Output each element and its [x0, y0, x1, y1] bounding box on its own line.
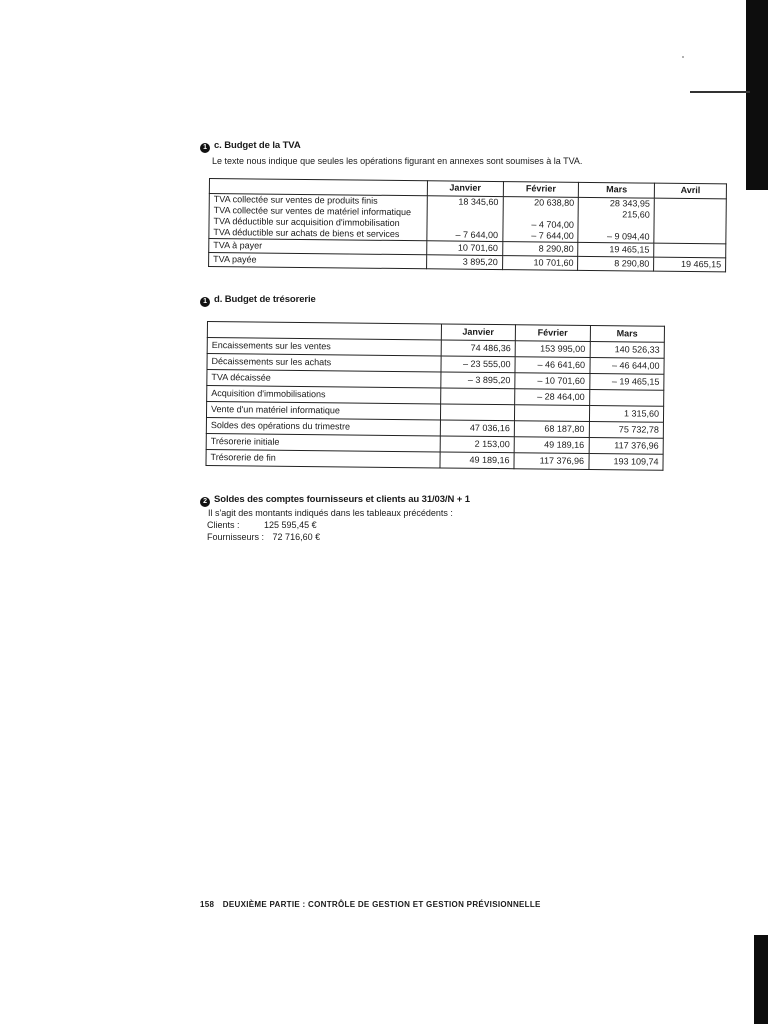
table-row — [209, 194, 726, 244]
row-label: TVA à payer — [209, 239, 427, 255]
value-cell: 153 995,00 — [515, 341, 590, 358]
tva-table — [208, 178, 727, 272]
row-label-group — [209, 194, 427, 241]
value-cell: – 7 644,00 — [455, 229, 499, 241]
value-cell: 140 526,33 — [590, 342, 665, 359]
tresorerie-section-title — [200, 294, 316, 307]
value-cell: 2 153,00 — [440, 436, 515, 453]
fournisseurs-line — [207, 532, 320, 542]
row-label: Acquisition d'immobilisations — [207, 386, 441, 404]
value-cell — [507, 208, 574, 220]
soldes-title-text: Soldes des comptes fournisseurs et clients au 31/03/N + 1 — [214, 494, 470, 505]
value-cell-group — [427, 196, 503, 242]
value-cell — [431, 207, 498, 219]
tva-intro: Le texte nous indique que seules les opérations figurant en annexes sont soumises à la TVA. — [212, 156, 583, 166]
value-cell: – 23 555,00 — [441, 356, 516, 373]
value-cell: – 7 644,00 — [531, 230, 574, 241]
value-cell: 74 486,36 — [441, 340, 516, 357]
value-cell: 19 465,15 — [578, 242, 654, 257]
clients-line — [207, 520, 317, 530]
tresorerie-table — [205, 321, 664, 471]
scan-edge-bottom — [754, 935, 768, 1024]
value-cell: 117 376,96 — [514, 453, 589, 470]
value-cell: – 46 644,00 — [589, 358, 664, 375]
value-cell: 49 189,16 — [514, 437, 589, 454]
value-cell: 19 465,15 — [654, 257, 726, 272]
soldes-section-title — [200, 494, 470, 507]
section-bullet: 1 — [200, 143, 210, 153]
value-cell — [440, 404, 515, 421]
footer-text: DEUXIÈME PARTIE : CONTRÔLE DE GESTION ET GESTION PRÉVISIONNELLE — [222, 900, 541, 909]
tresorerie-title-text: d. Budget de trésorerie — [214, 294, 316, 305]
tva-title-text: c. Budget de la TVA — [214, 140, 301, 151]
header-cell: Mars — [579, 182, 655, 198]
header-cell: Février — [503, 182, 579, 198]
value-cell: – 46 641,60 — [515, 357, 590, 374]
value-cell-group — [578, 197, 654, 243]
scan-speck — [682, 56, 684, 58]
value-cell: – 10 701,60 — [515, 373, 590, 390]
soldes-intro: Il s'agit des montants indiqués dans les tableaux précédents : — [208, 508, 453, 518]
value-cell: 3 895,20 — [426, 255, 502, 270]
value-cell-group — [654, 198, 726, 244]
tva-section-title — [200, 140, 301, 153]
fournisseurs-value: 72 716,60 € — [272, 532, 321, 542]
value-cell: 49 189,16 — [440, 452, 515, 469]
row-label: TVA décaissée — [207, 370, 441, 388]
scan-edge-top — [746, 0, 768, 190]
clients-value: 125 595,45 € — [264, 520, 317, 530]
row-label: Décaissements sur les achats — [207, 354, 441, 372]
header-cell: Mars — [590, 326, 665, 343]
value-cell: 68 187,80 — [514, 421, 589, 438]
value-cell — [514, 405, 589, 422]
row-label: TVA déductible sur acquisition d'immobilisation — [213, 216, 400, 228]
row-label: TVA payée — [209, 253, 427, 269]
value-cell — [659, 210, 722, 222]
value-cell — [654, 243, 726, 258]
value-cell: 8 290,80 — [502, 242, 578, 257]
value-cell: 117 376,96 — [589, 438, 664, 455]
clients-label: Clients : — [207, 520, 240, 530]
value-cell: 10 701,60 — [427, 241, 503, 256]
value-cell: 47 036,16 — [440, 420, 515, 437]
value-cell: 10 701,60 — [502, 256, 578, 271]
value-cell: – 9 094,40 — [607, 231, 650, 242]
page-number: 158 — [200, 900, 215, 909]
row-label: TVA collectée sur ventes de matériel informatique — [213, 205, 412, 218]
value-cell: 75 732,78 — [589, 422, 664, 439]
value-cell: – 19 465,15 — [589, 374, 664, 391]
fournisseurs-label: Fournisseurs : — [207, 532, 265, 542]
scan-edge-line — [690, 91, 750, 93]
page-footer — [200, 900, 541, 909]
value-cell: 18 345,60 — [458, 196, 499, 208]
value-cell — [431, 218, 498, 230]
value-cell — [583, 220, 650, 232]
row-label: Encaissements sur les ventes — [207, 338, 441, 356]
header-cell: Février — [515, 325, 590, 342]
row-label: Vente d'un matériel informatique — [206, 402, 440, 420]
value-cell: 1 315,60 — [589, 406, 664, 423]
row-label: Trésorerie initiale — [206, 433, 440, 451]
value-cell-group — [503, 197, 579, 243]
header-cell: Janvier — [427, 181, 503, 197]
value-cell: – 4 704,00 — [531, 219, 575, 230]
value-cell — [440, 388, 515, 405]
header-cell: Avril — [655, 183, 727, 199]
row-label: Trésorerie de fin — [206, 449, 440, 467]
value-cell: 193 109,74 — [588, 454, 663, 471]
value-cell: – 28 464,00 — [515, 389, 590, 406]
value-cell: 215,60 — [622, 209, 650, 220]
value-cell: 28 343,95 — [609, 198, 650, 209]
value-cell: 8 290,80 — [578, 256, 654, 271]
value-cell — [659, 232, 722, 244]
value-cell: – 3 895,20 — [440, 372, 515, 389]
value-cell — [589, 390, 664, 407]
section-bullet: 1 — [200, 297, 210, 307]
row-label: Soldes des opérations du trimestre — [206, 417, 440, 435]
value-cell — [659, 221, 722, 233]
header-cell: Janvier — [441, 324, 516, 341]
table-row — [206, 449, 663, 470]
value-cell — [659, 199, 722, 211]
value-cell: 20 638,80 — [534, 197, 575, 208]
row-label: TVA collectée sur ventes de produits finis — [213, 194, 378, 206]
section-bullet: 2 — [200, 497, 210, 507]
row-label: TVA déductible sur achats de biens et services — [213, 227, 400, 239]
